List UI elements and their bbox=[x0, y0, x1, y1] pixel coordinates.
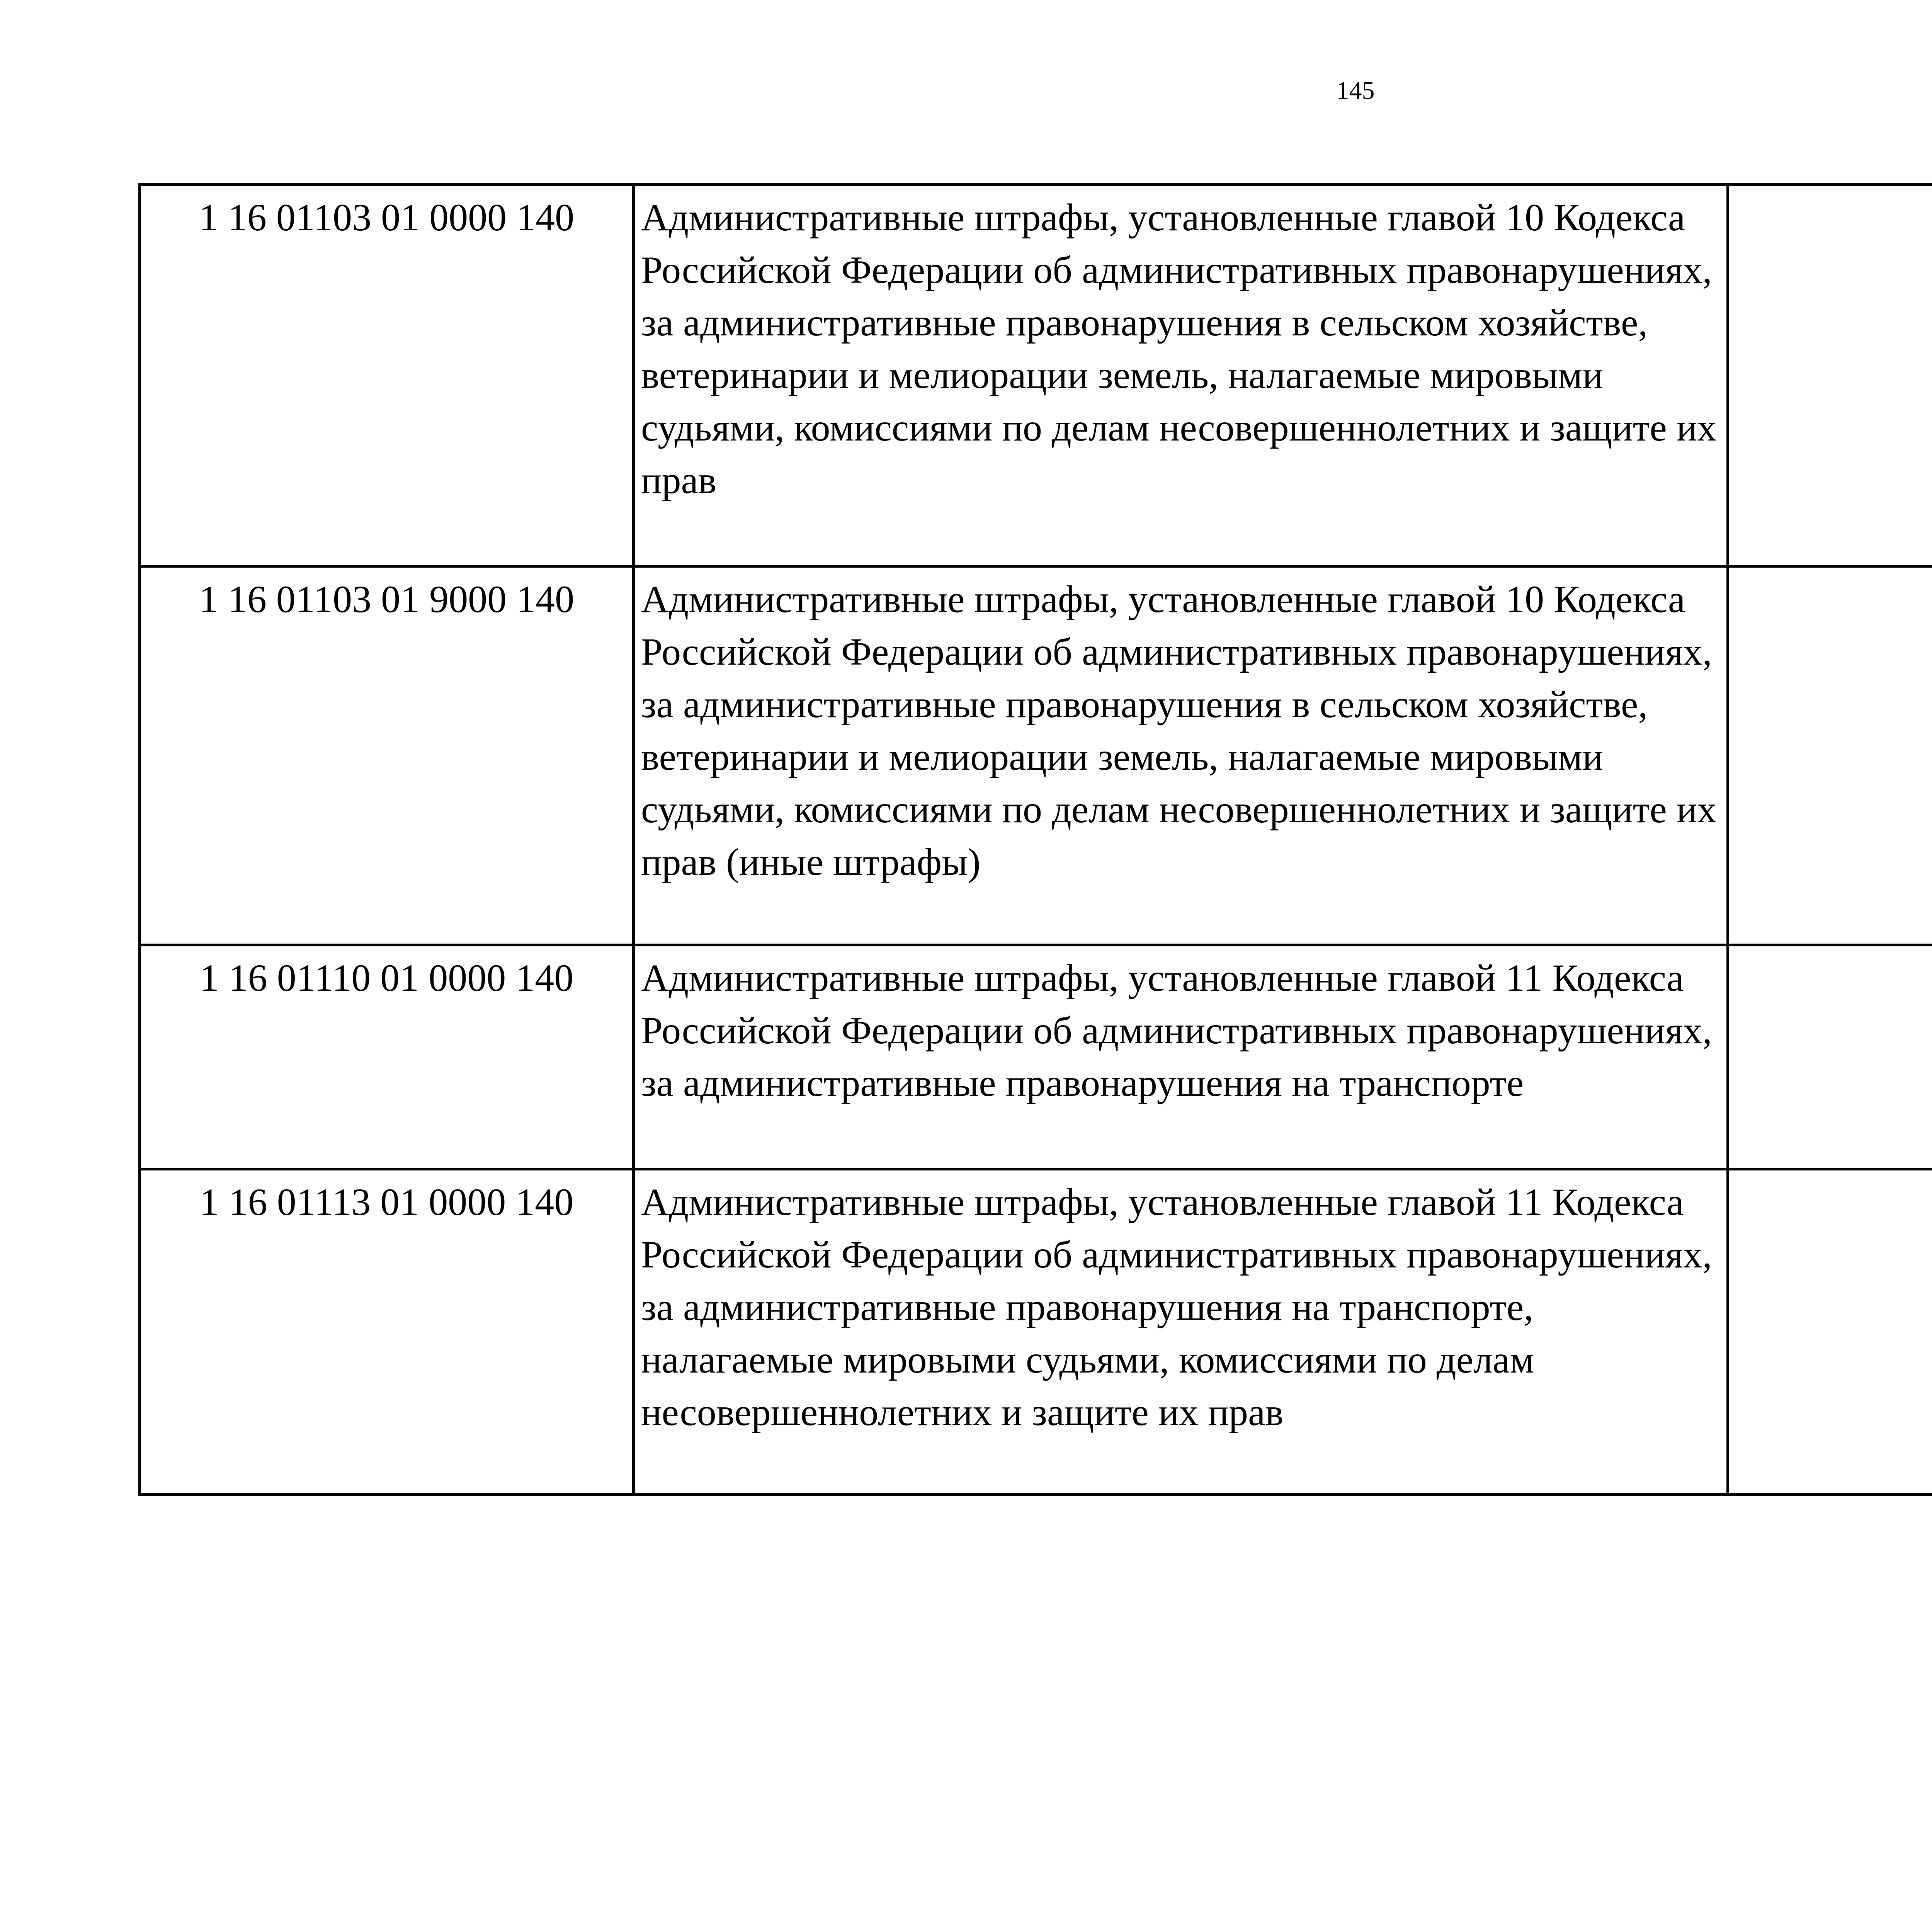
table-row bbox=[140, 945, 1932, 1169]
value-cell-year-1 bbox=[1728, 945, 1932, 1169]
value-cell-year-1 bbox=[1728, 185, 1932, 566]
value-cell-year-1 bbox=[1728, 1169, 1932, 1495]
table-row bbox=[140, 566, 1932, 945]
budget-code-cell: 1 16 01103 01 9000 140 bbox=[140, 566, 634, 945]
budget-code-cell: 1 16 01103 01 0000 140 bbox=[140, 185, 634, 566]
budget-table bbox=[138, 183, 1932, 1496]
budget-code-cell: 1 16 01110 01 0000 140 bbox=[140, 945, 634, 1169]
description-cell: Административные штрафы, установленные главой 11 Кодекса Российской Федерации об административных правонарушениях, за административные правонарушения на транспорте, налагаемые мировыми судьями, комиссиями по делам несовершеннолетних и защите их прав bbox=[634, 1169, 1728, 1495]
page-number: 145 bbox=[1336, 77, 1375, 105]
description-cell: Административные штрафы, установленные главой 10 Кодекса Российской Федерации об административных правонарушениях, за административные правонарушения в сельском хозяйстве, ветеринарии и мелиорации земель, налагаемые мировыми судьями, комиссиями по делам несовершеннолетних и защите их прав (иные штрафы) bbox=[634, 566, 1728, 945]
table-row bbox=[140, 1169, 1932, 1495]
description-cell: Административные штрафы, установленные главой 10 Кодекса Российской Федерации об административных правонарушениях, за административные правонарушения в сельском хозяйстве, ветеринарии и мелиорации земель, налагаемые мировыми судьями, комиссиями по делам несовершеннолетних и защите их прав bbox=[634, 185, 1728, 566]
table-row bbox=[140, 185, 1932, 566]
budget-code-cell: 1 16 01113 01 0000 140 bbox=[140, 1169, 634, 1495]
description-cell: Административные штрафы, установленные главой 11 Кодекса Российской Федерации об административных правонарушениях, за административные правонарушения на транспорте bbox=[634, 945, 1728, 1169]
value-cell-year-1 bbox=[1728, 566, 1932, 945]
